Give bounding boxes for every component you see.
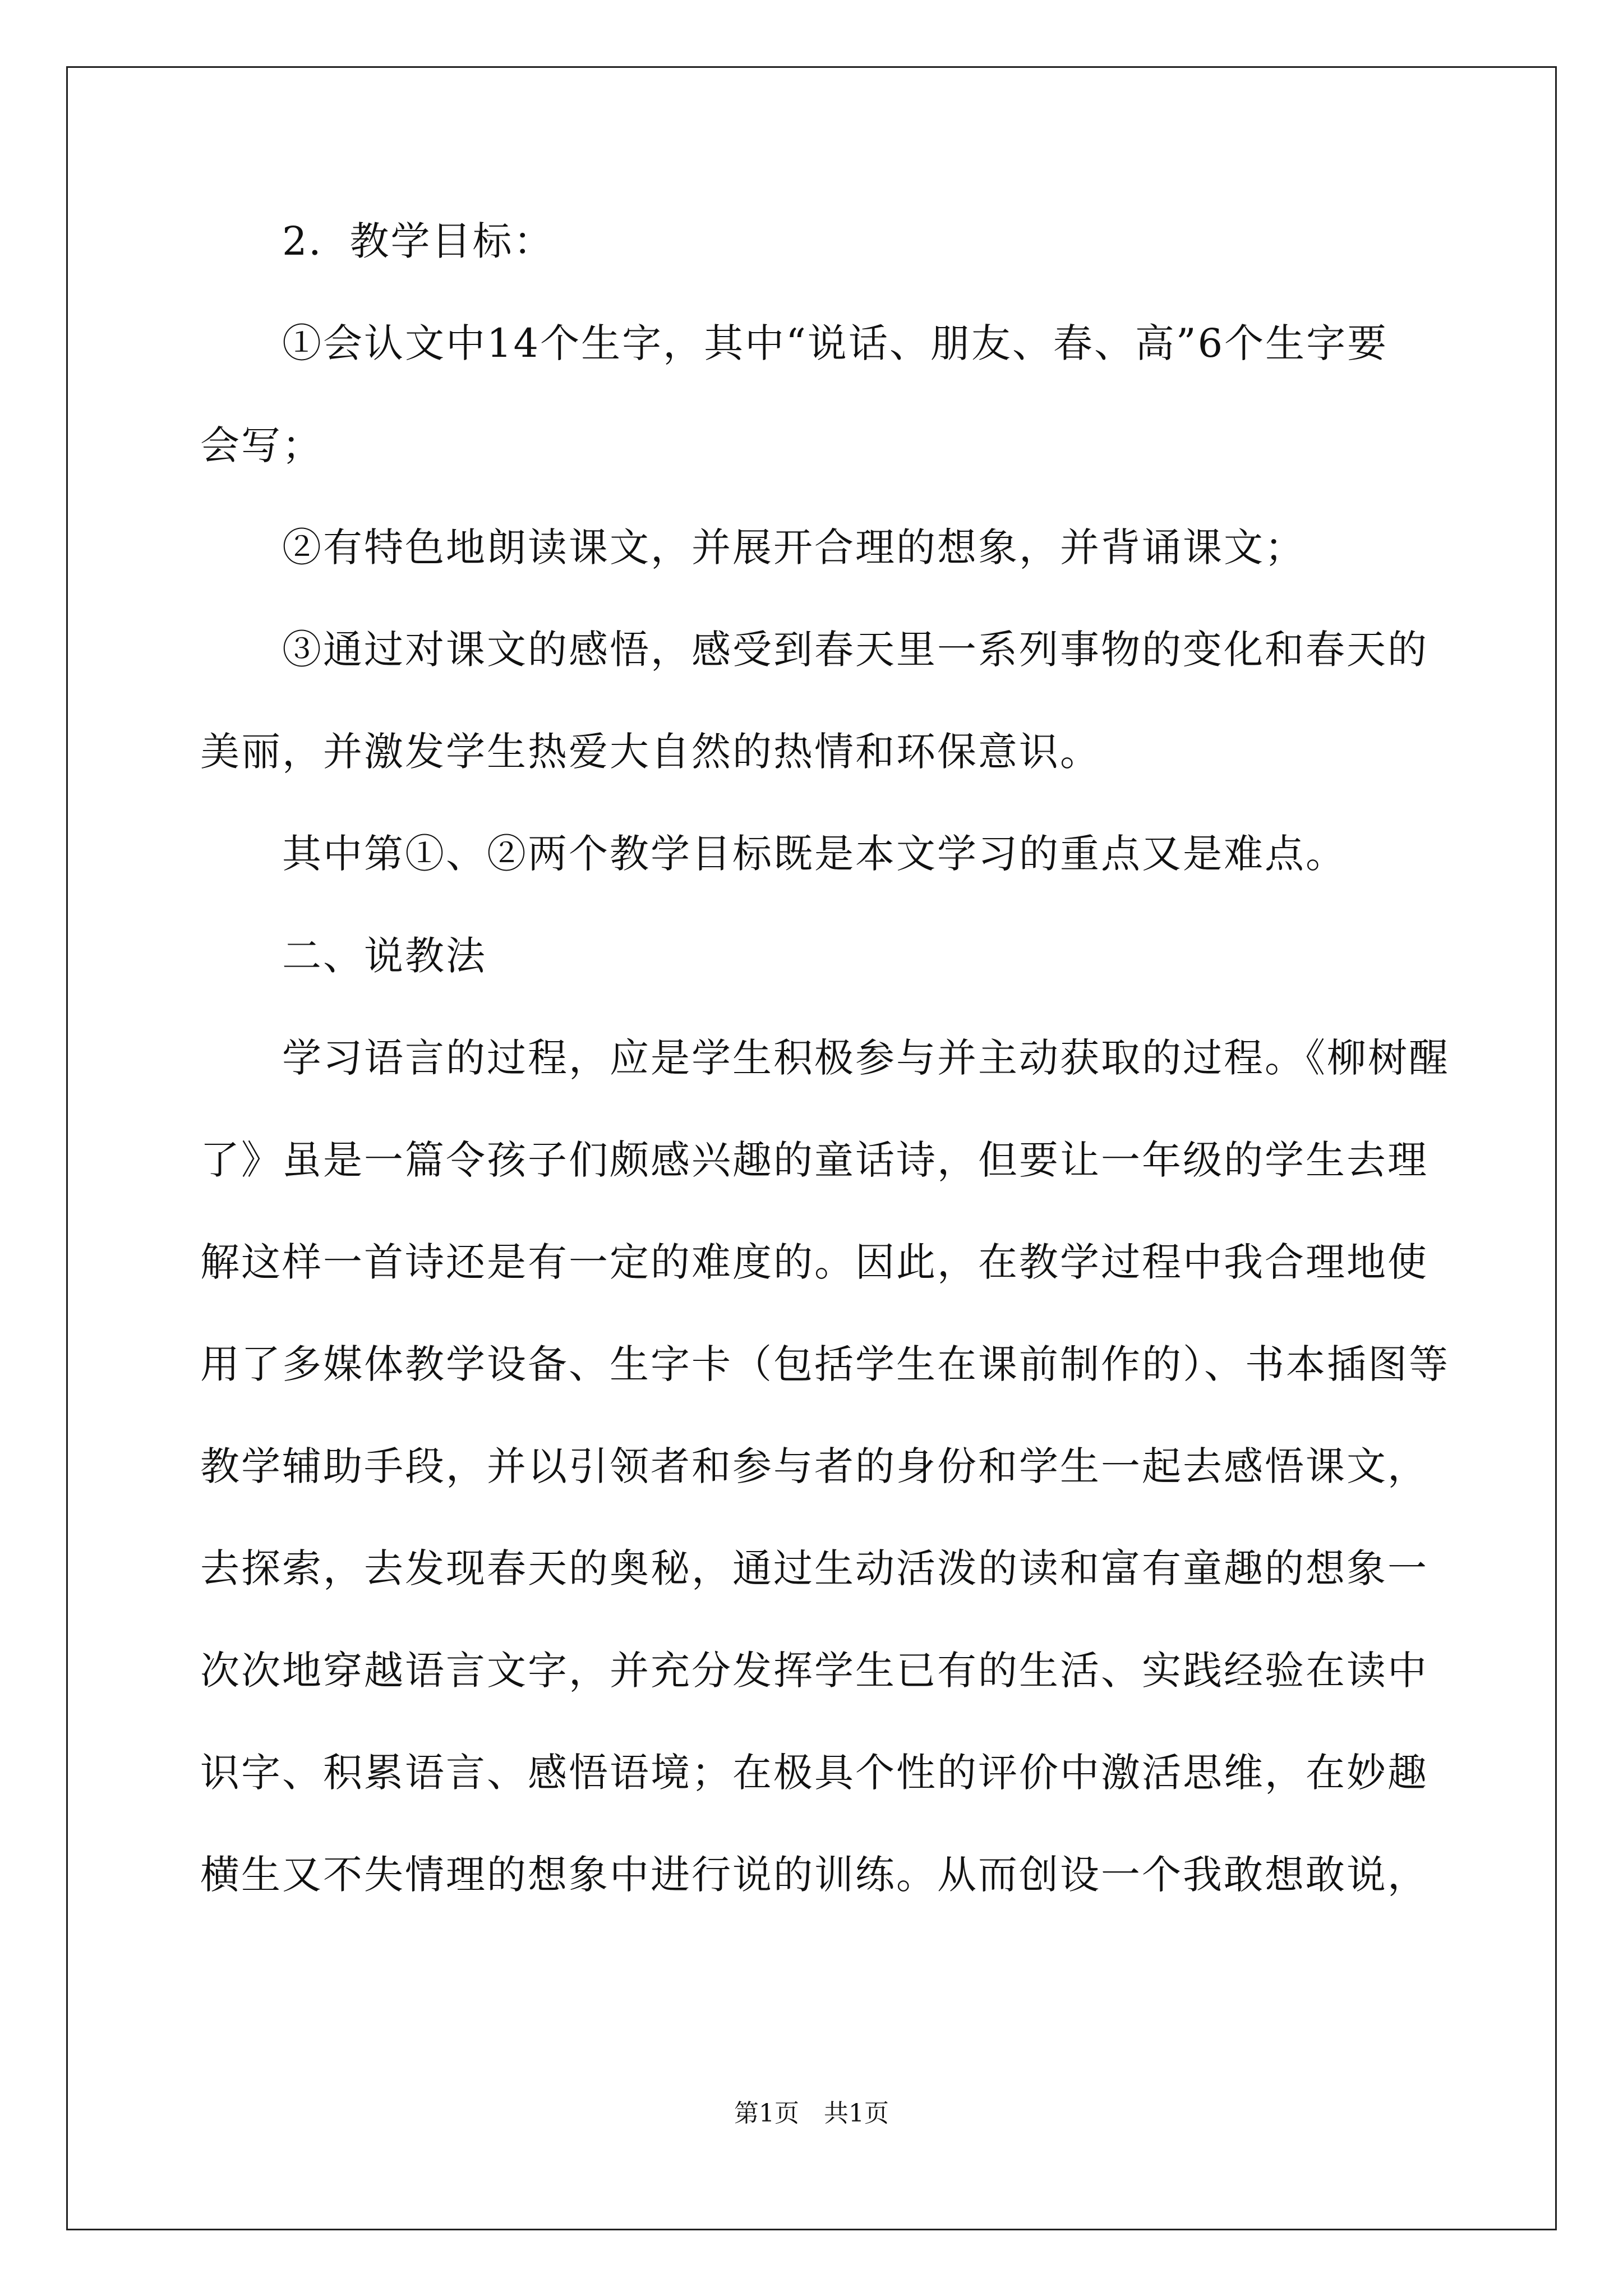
text-line: 会写；	[200, 422, 323, 468]
text-line: 次次地穿越语言文字，并充分发挥学生已有的生活、实践经验在读中	[200, 1648, 1428, 1694]
text-line: 去探索，去发现春天的奥秘，通过生动活泼的读和富有童趣的想象一	[200, 1545, 1428, 1591]
text-line: 了》虽是一篇令孩子们颇感兴趣的童话诗，但要让一年级的学生去理	[200, 1137, 1428, 1183]
text-line: 学习语言的过程，应是学生积极参与并主动获取的过程。《柳树醒	[200, 1035, 1450, 1081]
text-line: 识字、积累语言、感悟语境；在极具个性的评价中激活思维，在妙趣	[200, 1750, 1428, 1796]
text-line: 横生又不失情理的想象中进行说的训练。从而创设一个我敢想敢说，	[200, 1852, 1428, 1898]
text-line: ③通过对课文的感悟，感受到春天里一系列事物的变化和春天的	[200, 627, 1428, 673]
section-heading: 二、说教法	[200, 933, 487, 979]
text-line: 2．教学目标：	[200, 218, 555, 264]
text-line: 其中第①、②两个教学目标既是本文学习的重点又是难点。	[200, 831, 1347, 877]
text-line: 用了多媒体教学设备、生字卡（包括学生在课前制作的）、书本插图等	[200, 1341, 1450, 1387]
text-line: 解这样一首诗还是有一定的难度的。因此，在教学过程中我合理地使	[200, 1239, 1428, 1285]
text-line: ①会认文中14个生字，其中“说话、朋友、春、高”6个生字要	[200, 320, 1389, 366]
text-line: ②有特色地朗读课文，并展开合理的想象，并背诵课文；	[200, 524, 1306, 570]
text-line: 教学辅助手段，并以引领者和参与者的身份和学生一起去感悟课文，	[200, 1443, 1428, 1489]
page-number-footer: 第1页 共1页	[734, 2099, 889, 2128]
text-line: 美丽，并激发学生热爱大自然的热情和环保意识。	[200, 729, 1101, 775]
